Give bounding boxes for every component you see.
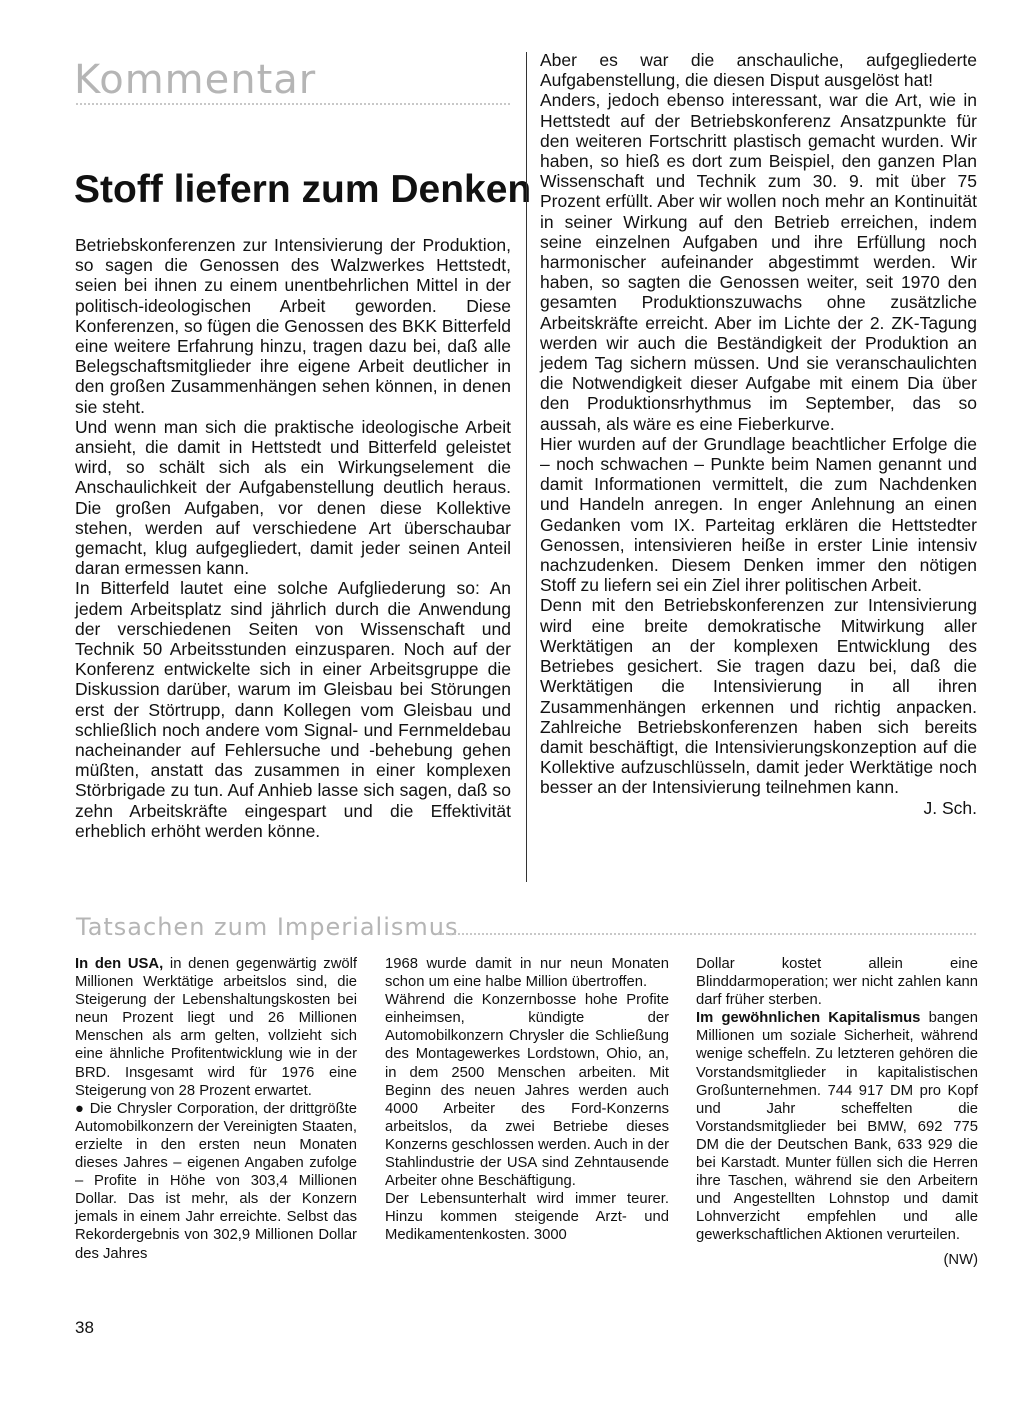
paragraph: Anders, jedoch ebenso interessant, war die Art, wie in Hettstedt auf der Betriebskonferenz Ansatzpunkte für den weiteren Fortschritt plastisch gemacht wurden. Wir haben, so hieß es dort zum Beispiel, den ganzen Plan Wissenschaft und Technik zum 30. 9. mit über 75 Prozent erfüllt. Aber wir wollen noch mehr an Kontinuität in seiner Wirkung auf den Betrieb erreichen, indem seine einzelnen Aufgaben und ihre Erfüllung noch harmonischer aufeinander abgestimmt werden. Wir haben, so sagten die Genossen weiter, seit 1970 den gesamten Produktionszuwachs ohne zusätzliche Arbeitskräfte erreicht. Aber im Lichte der 2. ZK-Tagung werden wir auch die Beständigkeit der Produktion an jedem Tag sichern müssen. Und sie veranschaulichten die Notwendigkeit dieser Aufgabe mit einem Dia über den Produktionsrhythmus im September, das so aussah, als wäre es eine Fieberkurve. [540,90,977,434]
section-rule [438,933,976,935]
article-headline: Stoff liefern zum Denken [74,168,532,211]
paragraph: Und wenn man sich die praktische ideologische Arbeit ansieht, die damit in Hettstedt und Bitterfeld geleistet wird, so schält sich als ein Wirkungselement die Anschaulichkeit der Aufgabenstellung deutlich heraus. Die großen Aufgaben, vor denen diese Kollektive stehen, werden auf verschiedene Art überschaubar gemacht, klug aufgegliedert, damit jeder seinen Anteil daran ermessen kann. [75,416,511,579]
paragraph: Betriebskonferenzen zur Intensivierung der Produktion, so sagen die Genossen des Walzwerkes Hettstedt, seien bei ihnen zu einem unentbehrlichen Mittel in der politisch-ideologischen Arbeit geworden. Diese Konferenzen, so fügen die Genossen des BKK Bitterfeld eine weitere Erfahrung hinzu, tragen dazu bei, daß alle Belegschaftsmitglieder ihre eigene Arbeit deutlicher in den großen Zusammenhängen sehen können, in denen sie steht. [75,235,511,417]
paragraph: Der Lebensunterhalt wird immer teurer. Hinzu kommen steigende Arzt- und Medikamentenkosten. 3000 [385,1191,669,1244]
section-title-kommentar: Kommentar [74,57,317,103]
section-title-imperialismus: Tatsachen zum Imperialismus [76,913,459,941]
paragraph: Dollar kostet allein eine Blinddarmoperation; wer nicht zahlen kann darf früher sterben. [696,956,978,1009]
paragraph: Aber es war die anschauliche, aufgegliederte Aufgabenstellung, die diesen Disput ausgelöst hat! [540,50,977,91]
page-number: 38 [75,1318,94,1337]
facts-signature: (NW) [943,1251,978,1268]
paragraph: ● Die Chrysler Corporation, der drittgrößte Automobilkonzern der Vereinigten Staaten, erzielte in den ersten neun Monaten dieses Jahres – eigenen Angaben zufolge – Profite in Höhe von 303,4 Millionen Dollar. Das ist mehr, als der Konzern jemals in einem Jahr erreichte. Selbst das Rekordergebnis von 302,9 Millionen Dollar des Jahres [75,1100,357,1262]
bullet-icon: ● [75,1100,85,1117]
paragraph: Denn mit den Betriebskonferenzen zur Intensivierung wird eine breite demokratische Mitwirkung aller Werktätigen an der komplexen Entwicklung des Betriebes gesichert. Sie tragen dazu bei, daß die Werktätigen die Intensivierung in all ihren Zusammenhängen erkennen und richtig anpacken. Zahlreiche Betriebskonferenzen haben sich bereits damit beschäftigt, die Intensivierungskonzeption auf die Kollektive aufzuschlüsseln, damit jeder Werktätige noch besser an der Intensivierung teilnehmen kann. [540,595,977,798]
paragraph: Im gewöhnlichen Kapitalismus bangen Millionen um soziale Sicherheit, während wenige scheffeln. Zu letzteren gehören die Vorstandsmitglieder in kapitalistischen Großunternehmen. 744 917 DM pro Kopf und Jahr scheffelten die Vorstandsmitglieder bei BMW, 692 775 DM die der Deutschen Bank, 633 929 die bei Karstadt. Munter füllen sich die Herren ihre Taschen, während sie den Arbeitern und Angestellten Lohnstop und damit Lohnverzicht empfehlen und alle gewerkschaftlichen Aktionen verurteilen. [696,1010,978,1244]
paragraph: Während die Konzernbosse hohe Profite einheimsen, kündigte der Automobilkonzern Chrysler die Schließung des Montagewerkes Lordstown, Ohio, an, in dem 2500 Menschen arbeiten. Mit Beginn des neuen Jahres werden auch 4000 Arbeiter des Ford-Konzerns arbeitslos, da zwei Betriebe dieses Konzerns geschlossen werden. Auch in der Stahlindustrie der USA sind Zehntausende Arbeiter ohne Beschäftigung. [385,992,669,1190]
section-rule [76,103,510,105]
column-divider [526,52,527,882]
lead-in: Im gewöhnlichen Kapitalismus [696,1010,921,1027]
article-left-column [75,235,511,841]
lead-in: In den USA, [75,956,164,972]
facts-column-1 [75,955,357,1263]
facts-column-3 [696,955,978,1269]
paragraph: 1968 wurde damit in nur neun Monaten schon um eine halbe Million übertroffen. [385,956,669,991]
paragraph: In den USA, in denen gegenwärtig zwölf Millionen Werktätige arbeitslos sind, die Steigerung der Lebenshaltungskosten bei neun Prozent liegt und 26 Millionen Menschen als arm gelten, vollzieht sich eine ähnliche Profitentwicklung wie in der BRD. Insgesamt wird für 1976 eine Steigerung von 28 Prozent erwartet. [75,956,358,1099]
article-signature: J. Sch. [923,797,977,818]
paragraph: Hier wurden auf der Grundlage beachtlicher Erfolge die – noch schwachen – Punkte beim Namen genannt und damit Informationen vermittelt, die zum Nachdenken und Handeln anregen. In enger Anlehnung an einen Gedanken vom IX. Parteitag erklären die Hettstedter Genossen, intensivieren heiße in erster Linie intensiv nachzudenken. Diesem Denken immer den nötigen Stoff zu liefern sei ein Ziel ihrer politischen Arbeit. [540,433,977,596]
facts-column-2 [385,955,669,1245]
paragraph: In Bitterfeld lautet eine solche Aufgliederung so: An jedem Arbeitsplatz sind jährlich durch die Anwendung der verschiedenen Seiten von Wissenschaft und Technik 50 Arbeitsstunden einzusparen. Noch auf der Konferenz entwickelte sich in einer Arbeitsgruppe die Diskussion darüber, warum im Gleisbau bei Störungen erst der Störtrupp, dann Kollegen vom Gleisbau und schließlich noch andere vom Signal- und Fernmeldebau nacheinander auf Fehlersuche und -behebung gehen müßten, anstatt das zusammen in einer komplexen Störbrigade zu tun. Auf Anhieb lasse sich sagen, daß so zehn Arbeitskräfte eingespart und die Effektivität erheblich erhöht werden könne. [75,578,511,841]
article-right-column [540,50,977,818]
